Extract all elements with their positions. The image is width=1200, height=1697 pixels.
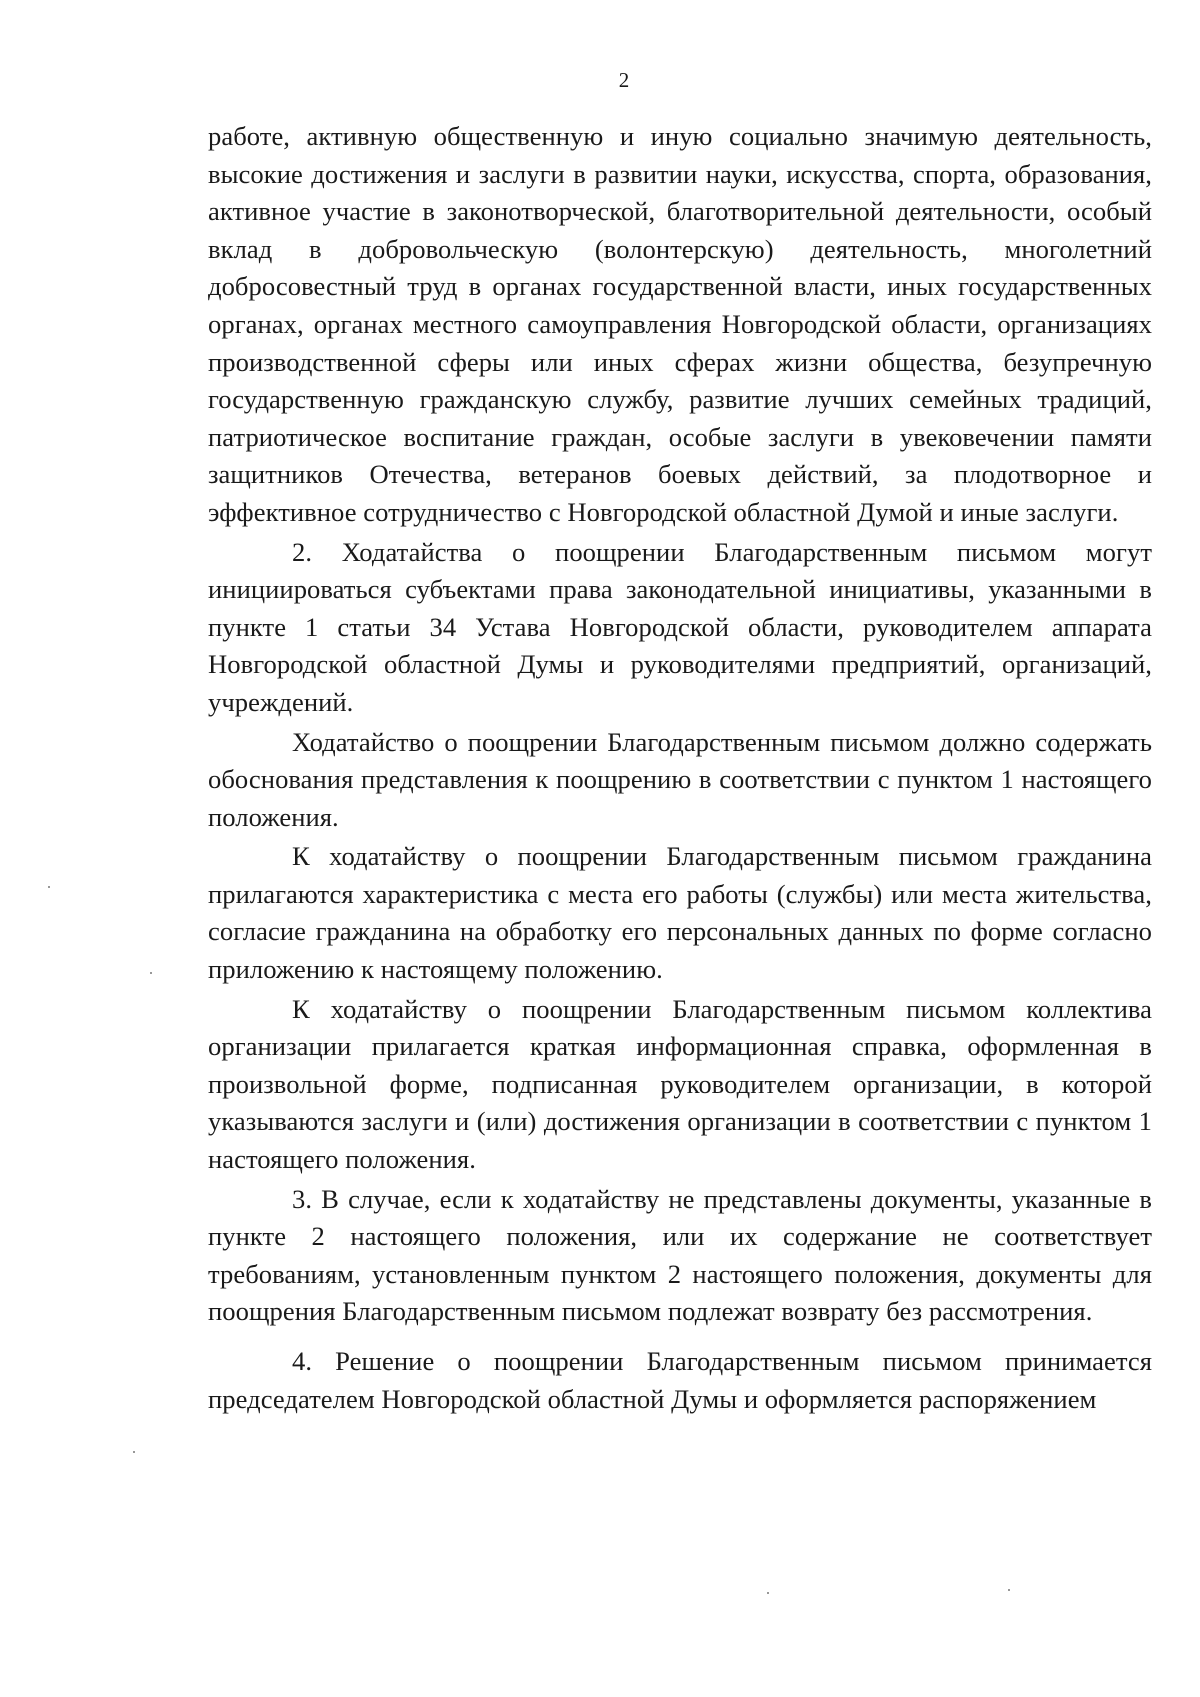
document-body [208, 118, 1152, 1418]
paragraph-continuation: работе, активную общественную и иную социально значимую деятельность, высокие достижения и заслуги в развитии науки, искусства, спорта, образования, активное участие в законотворческой, благотворительной деятельности, особый вклад в добровольческую (волонтерскую) деятельность, многолетний добросовестный труд в органах государственной власти, иных государственных органах, органах местного самоуправления Новгородской области, организациях производственной сферы или иных сферах жизни общества, безупречную государственную гражданскую службу, развитие лучших семейных традиций, патриотическое воспитание граждан, особые заслуги в увековечении памяти защитников Отечества, ветеранов боевых действий, за плодотворное и эффективное сотрудничество с Новгородской областной Думой и иные заслуги. [208, 121, 1152, 527]
paragraph-citizen-attachments: К ходатайству о поощрении Благодарственным письмом гражданина прилагаются характеристика с места его работы (службы) или места жительства, согласие гражданина на обработку его персональных данных по форме согласно приложению к настоящему положению. [208, 841, 1152, 985]
paragraph-clause-2: 2. Ходатайства о поощрении Благодарственным письмом могут инициироваться субъектами права законодательной инициативы, указанными в пункте 1 статьи 34 Устава Новгородской области, руководителем аппарата Новгородской областной Думы и руководителями предприятий, организаций, учреждений. [208, 536, 1152, 717]
paragraph-clause-4: 4. Решение о поощрении Благодарственным письмом принимается председателем Новгородской областной Думы и оформляется распоряжением [208, 1346, 1152, 1414]
page-number: 2 [618, 68, 630, 92]
paragraph-organization-attachments: К ходатайству о поощрении Благодарственным письмом коллектива организации прилагается краткая информационная справка, оформленная в произвольной форме, подписанная руководителем организации, в которой указываются заслуги и (или) достижения организации в соответствии с пунктом 1 настоящего положения. [208, 993, 1152, 1175]
paragraph-clause-3: 3. В случае, если к ходатайству не представлены документы, указанные в пункте 2 настоящего положения, или их содержание не соответствует требованиям, установленным пунктом 2 настоящего положения, документы для поощрения Благодарственным письмом подлежат возврату без рассмотрения. [208, 1183, 1152, 1327]
paragraph-petition-content: Ходатайство о поощрении Благодарственным письмом должно содержать обоснования представления к поощрению в соответствии с пунктом 1 настоящего положения. [208, 726, 1152, 832]
